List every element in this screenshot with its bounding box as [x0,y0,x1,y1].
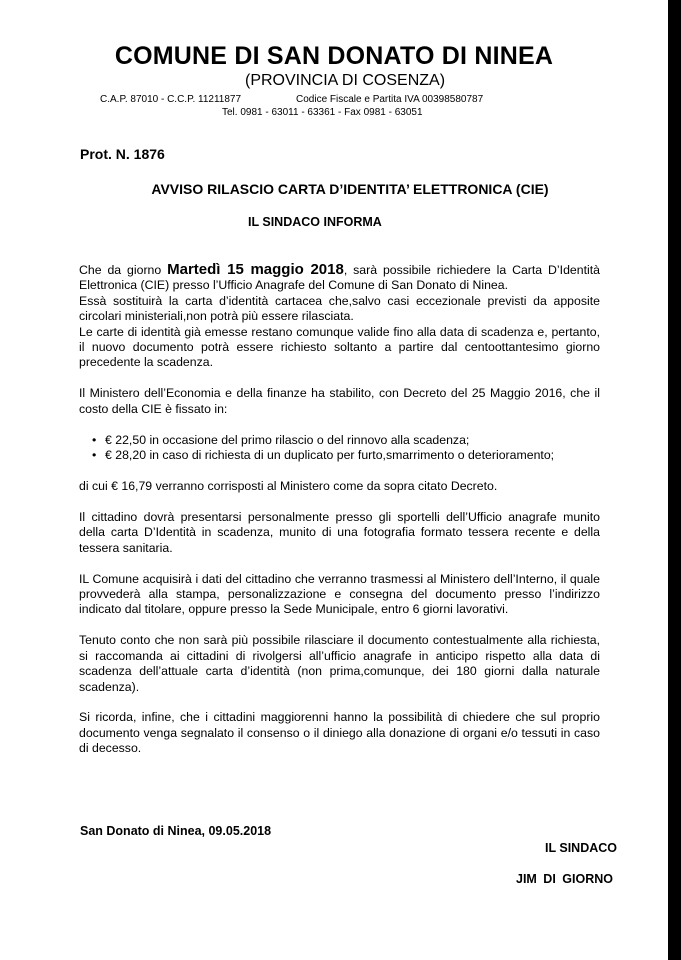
postal-info: C.A.P. 87010 - C.C.P. 11211877 [100,94,242,105]
paragraph-advice: Tenuto conto che non sarà più possibile rilasciare il documento contestualmente alla richiesta, si raccomanda ai cittadini di rivolgersi all’ufficio anagrafe in anticipo rispetto alla data di scadenza dell’attuale carta d’identità (non prima,comunque, dei 180 giorni dalla naturale scadenza). [79,633,600,694]
protocol-number: Prot. N. 1876 [80,146,165,162]
start-date: Martedì 15 maggio 2018 [167,261,344,278]
intro-text-continued: , sarà possibile richiedere la Carta D’Identità Elettronica (CIE) presso l’Ufficio Anagrafe del Comune di San Donato di Ninea. [79,263,600,293]
notice-subheading: IL SINDACO INFORMA [248,215,382,229]
province-line: (PROVINCIA DI COSENZA) [245,72,446,89]
cost-list [79,433,600,464]
signatory-name: JIM DI GIORNO [516,872,613,886]
paragraph-requirements: Il cittadino dovrà presentarsi personalmente presso gli sportelli dell’Ufficio anagrafe munito della carta D’Identità in scadenza, munito di una fotografia formato tessera recente e della tessera sanitaria. [79,509,600,555]
cost-duplicate: € 28,20 in caso di richiesta di un duplicato per furto,smarrimento o deterioramento; [105,448,555,463]
list-item [79,433,600,448]
paragraph-validity: Le carte di identità già emesse restano comunque valide fino alla data di scadenza e, pertanto, il nuovo documento potrà essere richiesto soltanto a partire dal centoottantesimo giorno precedente la scadenza. [79,324,600,370]
tax-info: Codice Fiscale e Partita IVA 00398580787 [296,94,484,105]
cost-first-issue: € 22,50 in occasione del primo rilascio o del rinnovo alla scadenza; [105,432,470,447]
signatory-role: IL SINDACO [545,841,617,855]
intro-text: Che da giorno [79,263,168,277]
bullet-icon: • [92,432,97,447]
paragraph-cost: Il Ministero dell’Economia e della finanze ha stabilito, con Decreto del 25 Maggio 2016, che il costo della CIE è fissato in: [79,386,600,416]
paragraph-organ-donation: Si ricorda, infine, che i cittadini maggiorenni hanno la possibilità di chiedere che sul proprio documento venga segnalato il consenso o il diniego alla donazione di organi e/o tessuti in caso di decesso. [79,710,600,756]
phone-info: Tel. 0981 - 63011 - 63361 - Fax 0981 - 63051 [222,107,423,118]
list-item [79,448,600,463]
bullet-icon: • [92,448,97,463]
place-and-date: San Donato di Ninea, 09.05.2018 [80,824,272,838]
paragraph-intro [79,262,600,294]
notice-body [79,262,600,757]
paragraph-replacement: Essà sostituirà la carta d’identità cartacea che,salvo casi eccezionale previsti da apposite circolari ministeriali,non potrà più essere rilasciata. [79,293,600,324]
notice-heading: AVVISO RILASCIO CARTA D’IDENTITA’ ELETTRONICA (CIE) [151,181,549,197]
paragraph-ministry-share: di cui € 16,79 verranno corrisposti al Ministero come da sopra citato Decreto. [79,478,498,493]
municipality-title: COMUNE DI SAN DONATO DI NINEA [114,42,554,70]
paragraph-delivery: IL Comune acquisirà i dati del cittadino che verranno trasmessi al Ministero dell’Interno, il quale provvederà alla stampa, personalizzazione e consegna del documento presso l’indirizzo indicato dal titolare, oppure presso la Sede Municipale, entro 6 giorni lavorativi. [79,571,600,617]
